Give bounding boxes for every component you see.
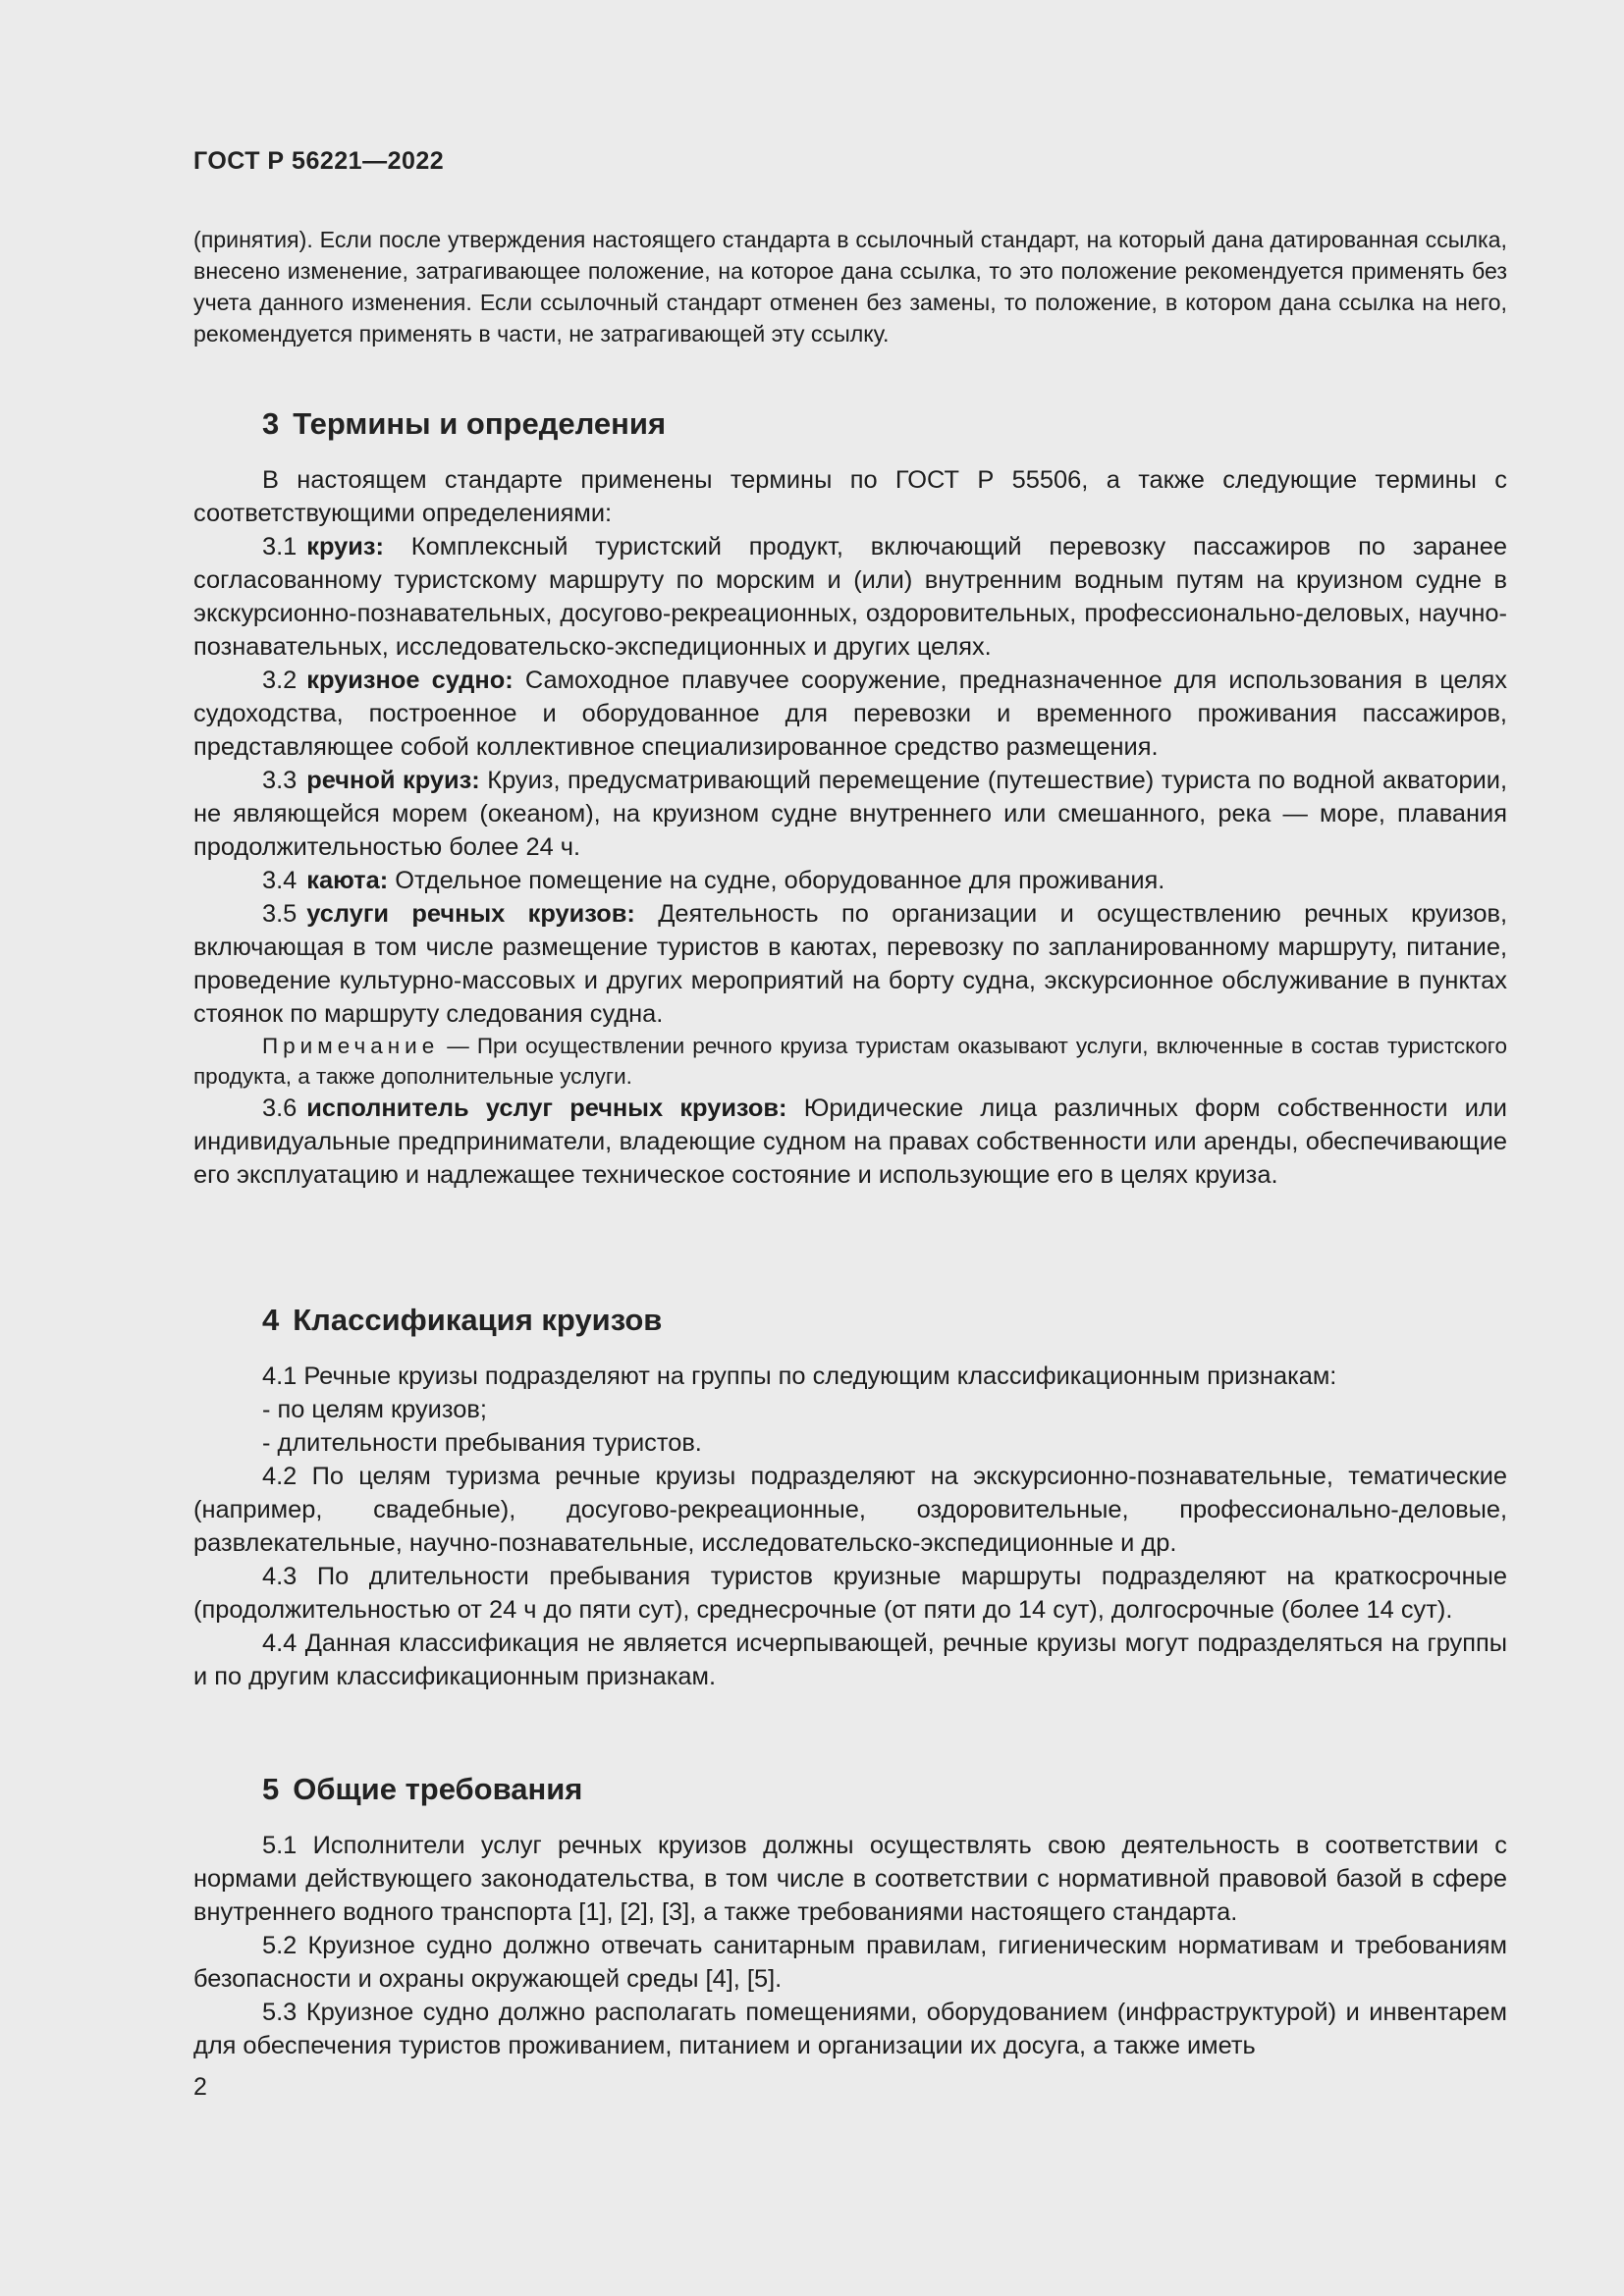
section-general-requirements: [193, 1770, 1507, 2062]
term-number: 3.3: [262, 767, 298, 794]
section-intro: В настоящем стандарте применены термины по ГОСТ Р 55506, а также следующие термины с соответствующими определениями:: [193, 466, 1507, 527]
section-title-text: Классификация круизов: [293, 1303, 663, 1337]
term-name: круиз:: [306, 533, 384, 561]
section-terms: [193, 404, 1507, 1192]
section-title: [262, 1770, 1507, 1809]
term-number: 3.6: [262, 1095, 298, 1122]
term-number: 3.5: [262, 900, 298, 928]
note-label: Примечание: [262, 1034, 440, 1058]
paragraph-4-1: 4.1 Речные круизы подразделяют на группы по следующим классификационным признакам:: [262, 1362, 1337, 1390]
note-text: — При осуществлении речного круиза туристам оказывают услуги, включенные в состав туристского продукта, а также дополнительные услуги.: [193, 1034, 1507, 1089]
term-name: круизное судно:: [306, 667, 514, 694]
term-number: 3.4: [262, 867, 298, 894]
term-3-5: [193, 897, 1507, 1031]
section-number: 5: [262, 1772, 280, 1806]
list-item: - по целям круизов;: [262, 1396, 487, 1423]
term-3-3: [193, 764, 1507, 864]
paragraph-4-2: 4.2 По целям туризма речные круизы подразделяют на экскурсионно-познавательные, тематические (например, свадебные), досугово-рекреационные, оздоровительные, профессионально-деловые, развлекательные, научно-познавательные, исследовательско-экспедиционные и др.: [193, 1463, 1507, 1557]
section-number: 3: [262, 406, 280, 441]
term-number: 3.2: [262, 667, 298, 694]
term-definition: Отдельное помещение на судне, оборудованное для проживания.: [395, 867, 1165, 894]
paragraph-5-2: 5.2 Круизное судно должно отвечать санитарным правилам, гигиеническим нормативам и требованиям безопасности и охраны окружающей среды [4], [5].: [193, 1932, 1507, 1993]
intro-paragraph: [193, 224, 1507, 349]
paragraph-5-3: 5.3 Круизное судно должно располагать помещениями, оборудованием (инфраструктурой) и инвентарем для обеспечения туристов проживанием, питанием и организации их досуга, а также иметь: [193, 1999, 1507, 2059]
term-definition: Самоходное плавучее сооружение, предназначенное для использования в целях судоходства, построенное и оборудованное для перевозки и временного проживания пассажиров, представляющее собой коллективное специализированное средство размещения.: [193, 667, 1507, 761]
intro-text: (принятия). Если после утверждения настоящего стандарта в ссылочный стандарт, на который дана датированная ссылка, внесено изменение, затрагивающее положение, на которое дана ссылка, то это положение рекомендуется применять без учета данного изменения. Если ссылочный стандарт отменен без замены, то положение, в котором дана ссылка на него, рекомендуется применять в части, не затрагивающей эту ссылку.: [193, 227, 1507, 347]
term-name: услуги речных круизов:: [306, 900, 635, 928]
paragraph-4-4: 4.4 Данная классификация не является исчерпывающей, речные круизы могут подразделяться на группы и по другим классификационным признакам.: [193, 1629, 1507, 1690]
list-item: - длительности пребывания туристов.: [262, 1429, 702, 1457]
term-definition: Юридические лица различных форм собственности или индивидуальные предприниматели, владеющие судном на правах собственности или аренды, обеспечивающие его эксплуатацию и надлежащее техническое состояние и использующие его в целях круиза.: [193, 1095, 1507, 1189]
term-3-2: [193, 664, 1507, 764]
term-3-6: [193, 1092, 1507, 1192]
section-number: 4: [262, 1303, 280, 1337]
term-definition: Круиз, предусматривающий перемещение (путешествие) туриста по водной акватории, не являющейся морем (океаном), на круизном судне внутреннего или смешанного, река — море, плавания продолжительностью более 24 ч.: [193, 767, 1508, 861]
section-body: [193, 1829, 1507, 2062]
term-definition: Комплексный туристский продукт, включающий перевозку пассажиров по заранее согласованному туристскому маршруту по морским и (или) внутренним водным путям на круизном судне в экскурсионно-познавательных, досугово-рекреационных, оздоровительных, профессионально-деловых, научно-познавательных, исследовательско-экспедиционных и других целях.: [193, 533, 1507, 661]
section-classification: [193, 1301, 1507, 1693]
term-name: исполнитель услуг речных круизов:: [306, 1095, 787, 1122]
term-number: 3.1: [262, 533, 298, 561]
page-number: 2: [193, 2073, 207, 2101]
term-name: речной круиз:: [306, 767, 480, 794]
term-name: каюта:: [306, 867, 389, 894]
section-title-text: Общие требования: [293, 1772, 583, 1806]
section-title-text: Термины и определения: [293, 406, 667, 441]
paragraph-4-3: 4.3 По длительности пребывания туристов круизные маршруты подразделяют на краткосрочные (продолжительностью от 24 ч до пяти сут), среднесрочные (от пяти до 14 сут), долгосрочные (более 14 сут).: [193, 1563, 1507, 1624]
term-3-4: [193, 864, 1507, 897]
paragraph-5-1: 5.1 Исполнители услуг речных круизов должны осуществлять свою деятельность в соответствии с нормами действующего законодательства, в том числе в соответствии с нормативной правовой базой в сфере внутреннего водного транспорта [1], [2], [3], а также требованиями настоящего стандарта.: [193, 1832, 1507, 1926]
section-title: [262, 404, 1507, 444]
term-definition: Деятельность по организации и осуществлению речных круизов, включающая в том числе размещение туристов в каютах, перевозку по запланированному маршруту, питание, проведение культурно-массовых и других мероприятий на борту судна, экскурсионное обслуживание в пунктах стоянок по маршруту следования судна.: [193, 900, 1508, 1028]
section-title: [262, 1301, 1507, 1340]
section-body: [193, 1360, 1507, 1693]
section-body: [193, 463, 1507, 1192]
note: [193, 1031, 1507, 1092]
term-3-1: [193, 530, 1507, 664]
standard-header: ГОСТ Р 56221—2022: [193, 147, 445, 175]
